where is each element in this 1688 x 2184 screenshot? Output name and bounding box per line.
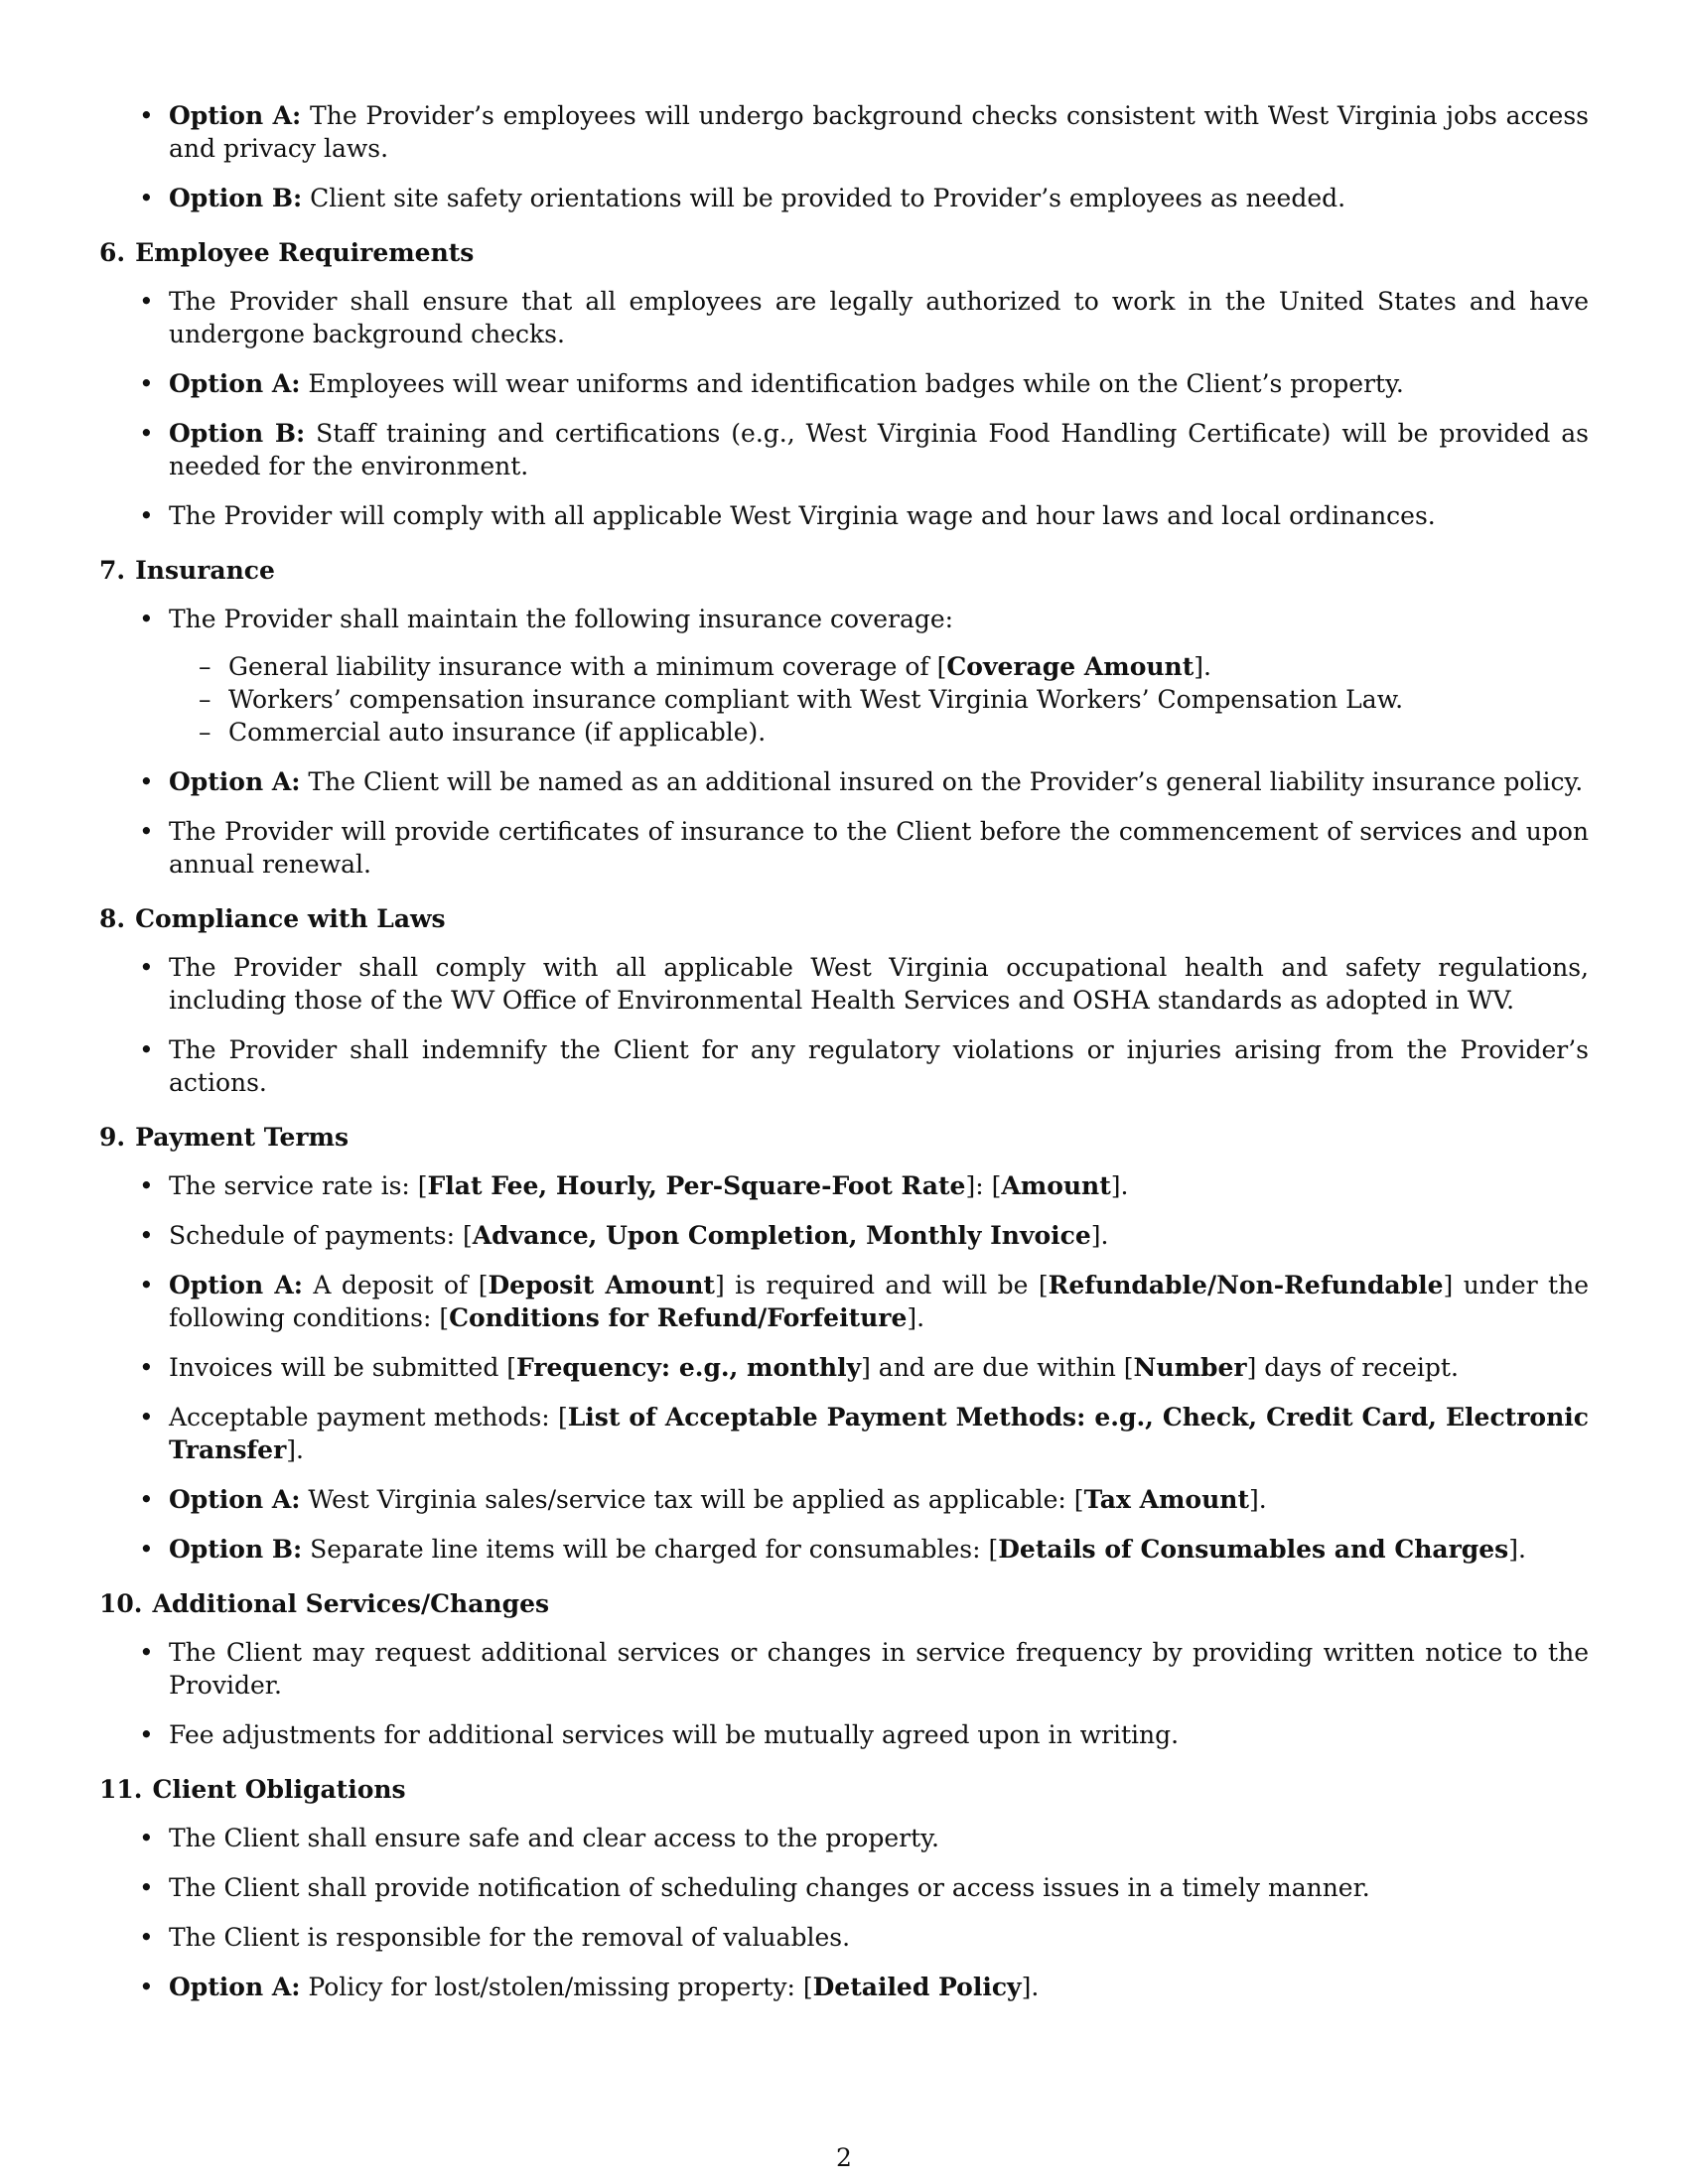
list-item: • Fee adjustments for additional services will be mutually agreed upon in writing.: [99, 1718, 1589, 1751]
list-item: • Schedule of payments: [Advance, Upon Completion, Monthly Invoice].: [99, 1219, 1589, 1252]
section-list: [99, 951, 1589, 1099]
section-heading: 9. Payment Terms: [99, 1123, 350, 1152]
section-list: [99, 1169, 1589, 1566]
list-item: • The Client is responsible for the removal of valuables.: [99, 1921, 1589, 1954]
option-label: Option A:: [169, 101, 302, 130]
list-item: • The Provider shall comply with all applicable West Virginia occupational health and safety regulations, including those of the WV Office of Environmental Health Services and OSHA standards as adopted in WV.: [99, 951, 1589, 1017]
list-item: • Option A: Policy for lost/stolen/missing property: [Detailed Policy].: [99, 1971, 1589, 2003]
list-item: • The Provider will provide certificates of insurance to the Client before the commencement of services and upon annual renewal.: [99, 815, 1589, 881]
sub-list-item: – Commercial auto insurance (if applicable).: [99, 716, 1589, 749]
list-item: • The Provider shall maintain the following insurance coverage:: [99, 603, 1589, 635]
list-item: • The Client shall provide notification of scheduling changes or access issues in a timely manner.: [99, 1871, 1589, 1904]
list-item: • Option A: West Virginia sales/service tax will be applied as applicable: [Tax Amount].: [99, 1483, 1589, 1516]
section-client-obligations: [99, 1773, 1589, 2003]
list-item: • Option B: Separate line items will be charged for consumables: [Details of Consumables and Charges].: [99, 1533, 1589, 1566]
list-item: • The Provider shall indemnify the Client for any regulatory violations or injuries arising from the Provider’s actions.: [99, 1033, 1589, 1099]
section-list: [99, 285, 1589, 532]
section-heading: 6. Employee Requirements: [99, 238, 475, 267]
option-label: Option B:: [169, 184, 303, 212]
list-item: • The Provider shall ensure that all employees are legally authorized to work in the United States and have undergone background checks.: [99, 285, 1589, 350]
list-item: • Option B: Client site safety orientations will be provided to Provider’s employees as needed.: [99, 182, 1589, 214]
list-item: • Option A: A deposit of [Deposit Amount] is required and will be [Refundable/Non-Refundable] under the following conditions: [Conditions for Refund/Forfeiture].: [99, 1269, 1589, 1334]
sub-list-item: – General liability insurance with a minimum coverage of [Coverage Amount].: [99, 650, 1589, 683]
section-insurance: [99, 554, 1589, 881]
sub-list-item: – Workers’ compensation insurance compliant with West Virginia Workers’ Compensation Law.: [99, 683, 1589, 716]
list-item: • The Client shall ensure safe and clear access to the property.: [99, 1822, 1589, 1854]
section-heading: 10. Additional Services/Changes: [99, 1589, 550, 1618]
document-page: [99, 99, 1589, 2020]
list-item: • The Client may request additional services or changes in service frequency by providing written notice to the Provider.: [99, 1636, 1589, 1702]
section-heading: 7. Insurance: [99, 556, 275, 585]
list-item: • Invoices will be submitted [Frequency: e.g., monthly] and are due within [Number] days of receipt.: [99, 1351, 1589, 1384]
section-heading: 11. Client Obligations: [99, 1775, 406, 1804]
list-item: • Acceptable payment methods: [List of Acceptable Payment Methods: e.g., Check, Credit Card, Electronic Transfer].: [99, 1401, 1589, 1466]
section-list: [99, 1636, 1589, 1751]
section-compliance-with-laws: [99, 902, 1589, 1099]
list-item: • Option A: Employees will wear uniforms and identification badges while on the Client’s property.: [99, 367, 1589, 400]
section-heading: 8. Compliance with Laws: [99, 904, 446, 933]
list-item: • Option A: The Client will be named as an additional insured on the Provider’s general liability insurance policy.: [99, 765, 1589, 798]
section-payment-terms: [99, 1121, 1589, 1566]
section-list: [99, 603, 1589, 881]
intro-list: [99, 99, 1589, 214]
list-item: • The service rate is: [Flat Fee, Hourly, Per-Square-Foot Rate]: [Amount].: [99, 1169, 1589, 1202]
list-item: • Option A: The Provider’s employees will undergo background checks consistent with West Virginia jobs access and privacy laws.: [99, 99, 1589, 165]
list-item: • The Provider will comply with all applicable West Virginia wage and hour laws and local ordinances.: [99, 499, 1589, 532]
section-additional-services: [99, 1587, 1589, 1751]
page-number: 2: [836, 2143, 852, 2172]
sub-list: [99, 650, 1589, 749]
section-employee-requirements: [99, 236, 1589, 532]
list-item: • Option B: Staff training and certifications (e.g., West Virginia Food Handling Certificate) will be provided as needed for the environment.: [99, 417, 1589, 482]
section-list: [99, 1822, 1589, 2003]
